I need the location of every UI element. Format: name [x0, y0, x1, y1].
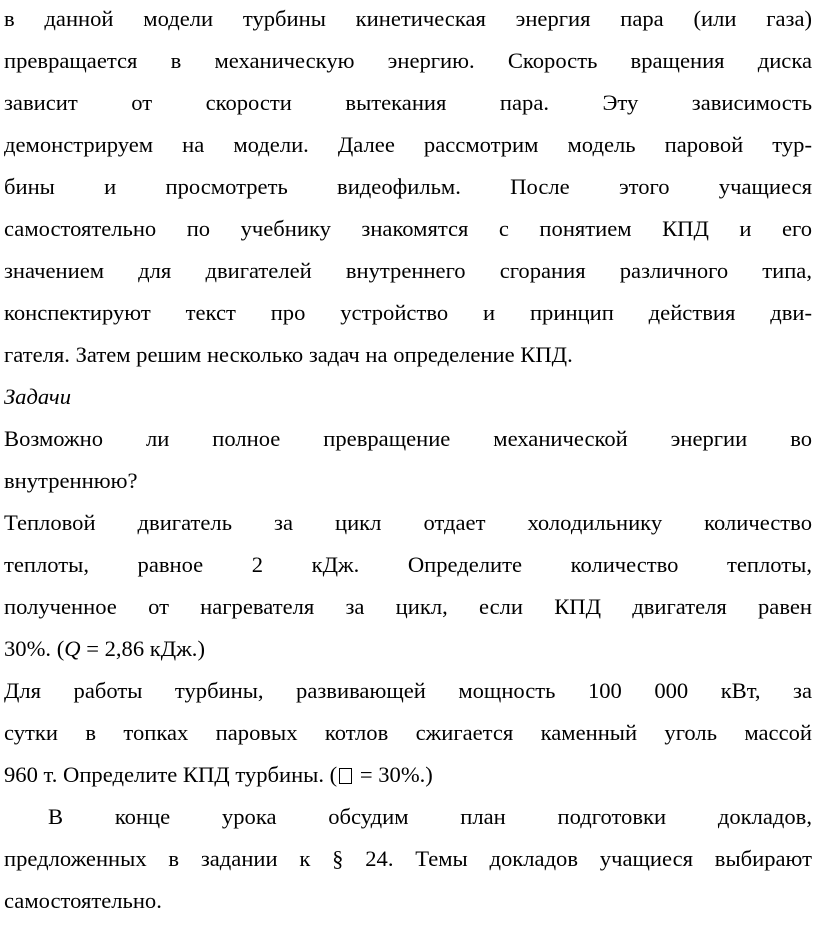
task3-line: Для работы турбины, развивающей мощность 100 000 кВт, за	[4, 678, 812, 703]
paragraph-line: демонстрируем на модели. Далее рассмотрим модель паровой тур-	[4, 132, 812, 157]
paragraph-line: значением для двигателей внутреннего сгорания различного типа,	[4, 258, 812, 283]
paragraph-line: зависит от скорости вытекания пара. Эту зависимость	[4, 90, 812, 115]
task2-line: теплоты, равное 2 кДж. Определите количество теплоты,	[4, 552, 812, 577]
task3-line: сутки в топках паровых котлов сжигается каменный уголь массой	[4, 720, 812, 745]
task2-answer	[4, 635, 812, 663]
closing-line: предложенных в задании к § 24. Темы докладов учащиеся выбирают	[4, 846, 812, 871]
paragraph-line: в данной модели турбины кинетическая энергия пара (или газа)	[4, 6, 812, 31]
paragraph-line: гателя. Затем решим несколько задач на определение КПД.	[4, 342, 573, 367]
paragraph-line: превращается в механическую энергию. Скорость вращения диска	[4, 48, 812, 73]
paragraph-line: конспектируют текст про устройство и принцип действия дви-	[4, 300, 812, 325]
task3-answer	[4, 761, 812, 789]
missing-glyph-box	[339, 768, 352, 784]
task2-line: полученное от нагревателя за цикл, если КПД двигателя равен	[4, 594, 812, 619]
answer-value: = 30%.)	[354, 762, 433, 787]
paragraph-line: самостоятельно по учебнику знакомятся с понятием КПД и его	[4, 216, 812, 241]
closing-line: самостоятельно.	[4, 888, 162, 913]
answer-prefix: 30%. (	[4, 636, 65, 661]
closing-line: В конце урока обсудим план подготовки докладов,	[48, 804, 812, 829]
answer-variable: Q	[64, 636, 81, 661]
paragraph-line: бины и просмотреть видеофильм. После этого учащиеся	[4, 174, 812, 199]
task1-line: Возможно ли полное превращение механической энергии во	[4, 426, 812, 451]
task2-line: Тепловой двигатель за цикл отдает холодильнику количество	[4, 510, 812, 535]
task1-line: внутреннюю?	[4, 468, 138, 493]
answer-value: = 2,86 кДж.)	[80, 636, 205, 661]
tasks-heading: Задачи	[4, 384, 71, 409]
answer-prefix: 960 т. Определите КПД турбины. (	[4, 762, 338, 787]
